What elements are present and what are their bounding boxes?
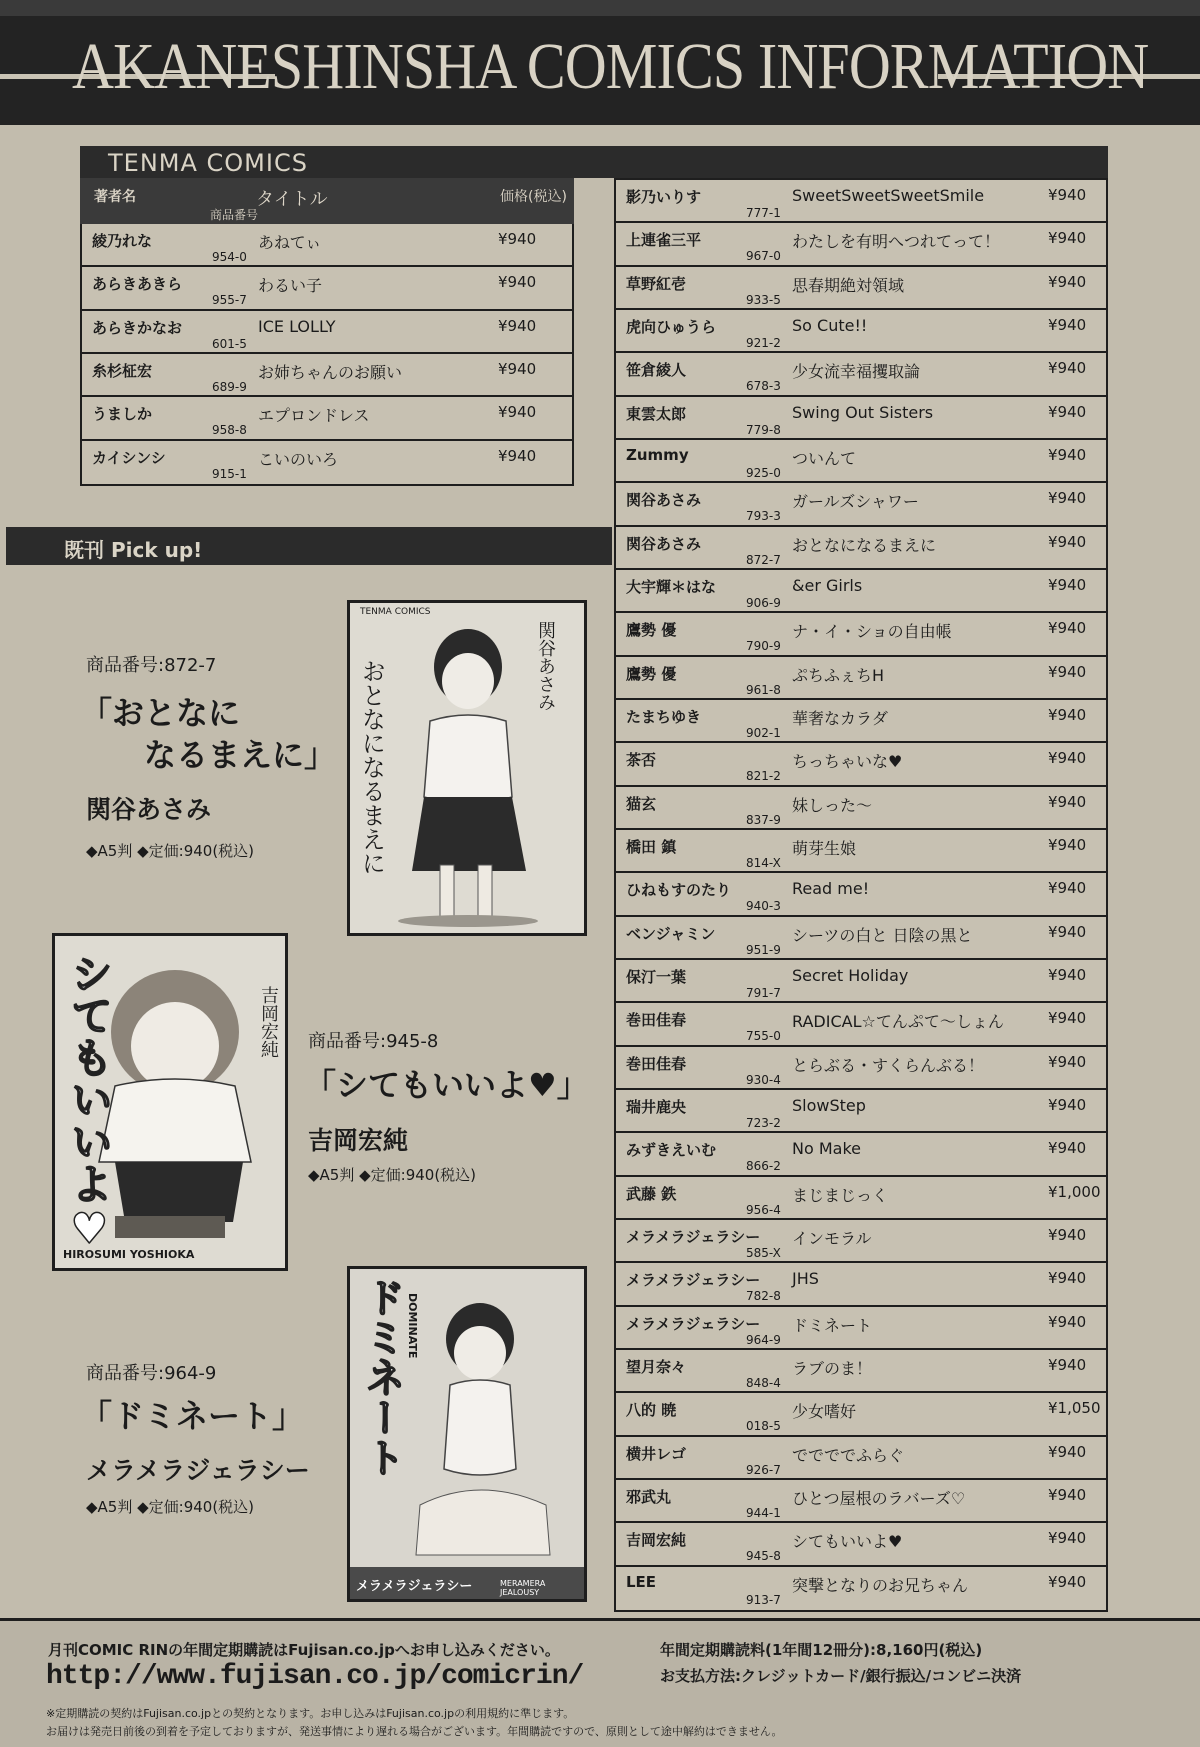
tenma-comics-label: TENMA COMICS [108,149,308,177]
pickup-1-title: 「おとなに なるまえに」 [80,694,337,775]
author-name: 虎向ひゅうら [626,317,717,336]
cover-3-author: メラメラジェラシー [356,1579,473,1594]
price: ¥940 [1048,1009,1087,1028]
book-title: So Cute!! [792,315,868,335]
product-code: 814-X [746,855,781,870]
author-name: メラメラジェラシー [626,1271,761,1290]
pickup-3-code: 商品番号:964-9 [86,1363,217,1384]
price: ¥1,050 [1048,1399,1101,1418]
product-code: 777-1 [746,206,781,220]
book-title: わるい子 [258,276,323,296]
price: ¥940 [498,273,537,292]
product-code: 955-7 [212,293,247,308]
book-title: &er Girls [792,575,863,595]
table-row [616,613,1106,656]
table-row [616,180,1106,223]
table-row [82,267,572,310]
price: ¥940 [1048,1442,1087,1461]
product-code: 723-2 [746,1115,781,1130]
author-name: たまちゆき [626,707,702,726]
table-row [616,1263,1106,1306]
table-row [616,743,1106,786]
book-title: 萌芽生娘 [792,838,857,858]
product-code: 866-2 [746,1159,781,1174]
book-title: 妹しった～ [792,795,873,815]
table-row [616,1047,1106,1090]
cover-2-title: シてもいいよ♥ [65,952,114,1253]
book-title: まじまじっく [792,1185,889,1205]
product-code: 913-7 [746,1592,781,1607]
col-code: 商品番号 [210,208,259,222]
table-row [82,397,572,440]
page-title: AKANESHINSHA COMICS INFORMATION [72,30,1149,103]
author-name: 武藤 鉄 [626,1184,677,1203]
table-row [616,1393,1106,1436]
table-row [616,1177,1106,1220]
table-row [82,224,572,267]
cover-3-title: ドミネート [359,1277,405,1477]
footer-price: 年間定期購読料(1年間12冊分):8,160円(税込) [660,1641,983,1659]
book-title: SlowStep [792,1095,866,1115]
table-row [616,397,1106,440]
author-name: 保汀一葉 [626,967,687,986]
book-title: エプロンドレス [258,406,370,426]
table-row [616,223,1106,266]
price: ¥940 [1048,662,1087,681]
author-name: 猫玄 [626,794,657,813]
table-row [82,311,572,354]
table-row [616,267,1106,310]
price: ¥940 [1048,1095,1087,1114]
table-row [616,1220,1106,1263]
product-code: 954-0 [212,250,247,264]
author-name: 吉岡宏純 [626,1531,687,1550]
product-code: 926-7 [746,1462,781,1477]
book-title: SweetSweetSweetSmile [792,186,985,205]
table-row [616,353,1106,396]
tenma-comics-label-bar [80,146,1108,178]
price: ¥940 [1048,1355,1087,1374]
table-row [616,1003,1106,1046]
table-row [616,1350,1106,1393]
pickup-2-cover [52,933,288,1271]
product-code: 933-5 [746,292,781,307]
price: ¥940 [1048,1269,1087,1288]
footer-note1: ※定期購読の契約はFujisan.co.jpとの契約となります。お申し込みはFujisan.co.jpの利用規約に準じます。 [46,1707,575,1720]
author-name: 鷹勢 優 [626,664,677,683]
pickup-3-title: 「ドミネート」 [80,1397,305,1435]
table-header [80,178,574,224]
price: ¥940 [1048,1485,1087,1504]
book-title: JHS [792,1269,819,1289]
book-title: ひとつ屋根のラバーズ♡ [792,1488,966,1508]
pickup-bar [6,527,612,565]
product-code: 872-7 [746,552,781,567]
price: ¥940 [1048,359,1087,378]
product-code: 689-9 [212,379,247,394]
price: ¥940 [498,446,537,465]
table-row [616,830,1106,873]
price: ¥940 [1048,1529,1087,1548]
footer-note2: お届けは発売日前後の到着を予定しておりますが、発送事情により遅れる場合がございます。年間購読ですので、原則として途中解約はできません。 [46,1725,783,1738]
book-title: 突撃となりのお兄ちゃん [792,1575,969,1595]
price: ¥940 [1048,229,1087,248]
pickup-1-spec: ◆A5判 ◆定価:940(税込) [86,842,255,860]
author-name: 関谷あさみ [626,491,702,510]
book-title: ナ・イ・ショの自由帳 [792,622,952,642]
table-row [616,527,1106,570]
product-code: 779-8 [746,422,781,437]
product-code: 018-5 [746,1419,781,1434]
book-title: ICE LOLLY [258,316,336,336]
product-code: 782-8 [746,1289,781,1304]
author-name: 望月奈々 [626,1357,687,1376]
product-code: 585-X [746,1245,781,1260]
cover-3-romaji: MERAMERA JEALOUSY [500,1579,546,1597]
price: ¥940 [1048,619,1087,638]
col-price: 価格(税込) [500,189,567,205]
book-title: Secret Holiday [792,965,909,985]
book-title: ガールズシャワー [792,492,919,512]
author-name: LEE [626,1572,657,1591]
price: ¥940 [1048,272,1087,291]
price: ¥940 [1048,965,1087,984]
product-code: 967-0 [746,249,781,264]
price: ¥940 [498,403,537,422]
footer-line1: 月刊COMIC RINの年間定期購読はFujisan.co.jpへお申し込みください。 [48,1641,560,1659]
price: ¥940 [498,316,537,335]
author-name: 八的 暁 [626,1401,677,1420]
author-name: メラメラジェラシー [626,1314,761,1333]
table-row [616,917,1106,960]
table-row [616,570,1106,613]
author-name: 大宇輝＊はな [626,577,717,596]
col-title: タイトル [256,189,328,210]
left-table [80,224,574,486]
product-code: 921-2 [746,335,781,350]
price: ¥940 [1048,835,1087,854]
price: ¥940 [1048,1139,1087,1158]
author-name: 東雲太郎 [626,404,687,423]
author-name: ひねもすのたり [626,881,732,900]
price: ¥940 [1048,402,1087,421]
book-title: Read me! [792,879,870,899]
table-row [616,483,1106,526]
price: ¥940 [1048,749,1087,768]
book-title: 思春期絶対領域 [792,275,905,295]
pickup-3-cover [347,1266,587,1602]
product-code: 956-4 [746,1202,781,1217]
table-row [616,1090,1106,1133]
footer-url[interactable]: http://www.fujisan.co.jp/comicrin/ [46,1661,584,1692]
price: ¥940 [498,230,537,248]
author-name: 巻田佳春 [626,1011,687,1030]
product-code: 906-9 [746,595,781,610]
pickup-3-spec: ◆A5判 ◆定価:940(税込) [86,1498,255,1516]
author-name: うましか [92,405,153,424]
book-title: シてもいいよ♥ [792,1532,903,1552]
product-code: 678-3 [746,379,781,394]
book-title: ででででふらぐ [792,1445,905,1465]
pickup-2-spec: ◆A5判 ◆定価:940(税込) [308,1166,477,1184]
author-name: カイシンシ [92,448,166,467]
table-row [616,310,1106,353]
price: ¥940 [1048,445,1087,464]
table-row [82,441,572,482]
price: ¥940 [1048,1225,1087,1244]
price: ¥940 [1048,1312,1087,1331]
product-code: 837-9 [746,812,781,827]
product-code: 951-9 [746,942,781,957]
cover-3-sub: DOMINATE [406,1293,419,1359]
product-code: 964-9 [746,1332,781,1347]
price: ¥940 [1048,489,1087,508]
table-row [616,1480,1106,1523]
author-name: 巻田佳春 [626,1054,687,1073]
table-row [616,1437,1106,1480]
price: ¥940 [1048,315,1087,334]
book-title: あねてぃ [258,233,322,252]
table-row [616,700,1106,743]
pickup-1-cover [347,600,587,936]
price: ¥940 [1048,1572,1087,1591]
price: ¥940 [1048,575,1087,594]
book-title: ぷちふぇちH [792,665,885,685]
author-name: 橋田 鎮 [626,837,677,856]
product-code: 848-4 [746,1375,781,1390]
pickup-2-code: 商品番号:945-8 [308,1031,439,1052]
price: ¥940 [498,359,537,378]
author-name: 関谷あさみ [626,534,702,553]
pickup-1-author: 関谷あさみ [86,795,212,824]
author-name: ベンジャミン [626,924,716,943]
cover-2-author: 吉岡宏純 [258,986,279,1058]
col-author: 著者名 [94,189,136,205]
author-name: 横井レゴ [626,1444,687,1463]
pickup-1-code: 商品番号:872-7 [86,655,217,676]
author-name: Zummy [626,445,689,464]
cover-1-title: おとなになるまえに [357,659,386,875]
product-code: 790-9 [746,639,781,654]
header-banner [0,0,1200,125]
product-code: 821-2 [746,769,781,784]
author-name: 瑞井鹿央 [626,1097,687,1116]
table-row [616,440,1106,483]
author-name: 鷹勢 優 [626,621,677,640]
book-title: 少女流幸福攫取論 [792,362,921,382]
table-row [82,354,572,397]
product-code: 940-3 [746,899,781,914]
book-title: お姉ちゃんのお願い [258,362,403,382]
price: ¥940 [1048,922,1087,941]
cover-1-brand: TENMA COMICS [360,607,431,617]
product-code: 961-8 [746,682,781,697]
header-strip [0,0,1200,16]
price: ¥940 [1048,705,1087,724]
product-code: 925-0 [746,465,781,480]
cover-2-romaji: HIROSUMI YOSHIOKA [63,1248,195,1261]
footer [0,1618,1200,1747]
cover-1-author: 関谷あさみ [535,621,556,711]
product-code: 902-1 [746,725,781,740]
table-row [616,873,1106,916]
product-code: 945-8 [746,1549,781,1564]
author-name: 邪武丸 [626,1487,672,1506]
book-title: ドミネート [792,1315,873,1335]
price: ¥940 [1048,1052,1087,1071]
book-title: ついんて [792,448,857,468]
author-name: 草野紅壱 [626,274,687,293]
cover-1-illustration [350,603,584,933]
pickup-label: 既刊 Pick up! [64,538,203,562]
table-row [616,657,1106,700]
table-row [616,960,1106,1003]
product-code: 930-4 [746,1072,781,1087]
table-row [616,1567,1106,1608]
author-name: メラメラジェラシー [626,1227,761,1246]
author-name: 綾乃れな [92,232,153,250]
author-name: 影乃いりす [626,188,702,206]
author-name: 糸杉柾宏 [92,361,153,380]
book-title: インモラル [792,1228,872,1248]
book-title: ラブのま！ [792,1358,873,1378]
pickup-2-author: 吉岡宏純 [308,1126,409,1155]
table-row [616,787,1106,830]
product-code: 791-7 [746,985,781,1000]
book-title: わたしを有明へつれてって！ [792,232,1001,252]
book-title: おとなになるまえに [792,535,937,555]
table-row [616,1133,1106,1176]
author-name: あらきかなお [92,318,183,337]
pickup-3-author: メラメラジェラシー [86,1456,310,1485]
book-title: とらぶる・すくらんぶる！ [792,1055,985,1075]
book-title: 華奢なカラダ [792,708,888,728]
pickup-2-title: 「シてもいいよ♥」 [304,1066,589,1104]
price: ¥940 [1048,879,1087,898]
book-title: ちっちゃいな♥ [792,752,903,772]
product-code: 944-1 [746,1505,781,1520]
price: ¥940 [1048,532,1087,551]
book-title: こいのいろ [258,449,339,469]
author-name: 上連雀三平 [626,231,702,250]
book-title: No Make [792,1139,861,1159]
product-code: 793-3 [746,509,781,524]
product-code: 958-8 [212,423,247,438]
price: ¥940 [1048,186,1087,204]
book-title: Swing Out Sisters [792,402,934,422]
price: ¥940 [1048,792,1087,811]
footer-payment: お支払方法:クレジットカード/銀行振込/コンビニ決済 [660,1667,1022,1685]
product-code: 755-0 [746,1029,781,1044]
author-name: 茶否 [626,751,657,770]
author-name: 笹倉綾人 [626,361,687,380]
book-title: シーツの白と 日陰の黒と [792,925,973,945]
product-code: 915-1 [212,466,247,481]
author-name: みずきえいむ [626,1141,717,1160]
price: ¥1,000 [1048,1182,1101,1201]
table-row [616,1523,1106,1566]
product-code: 601-5 [212,336,247,351]
author-name: あらきあきら [92,275,183,294]
book-title: 少女嗜好 [792,1402,857,1422]
table-row [616,1307,1106,1350]
book-title: RADICAL☆てんぷて～しょん [792,1012,1004,1032]
right-table [614,178,1108,1612]
